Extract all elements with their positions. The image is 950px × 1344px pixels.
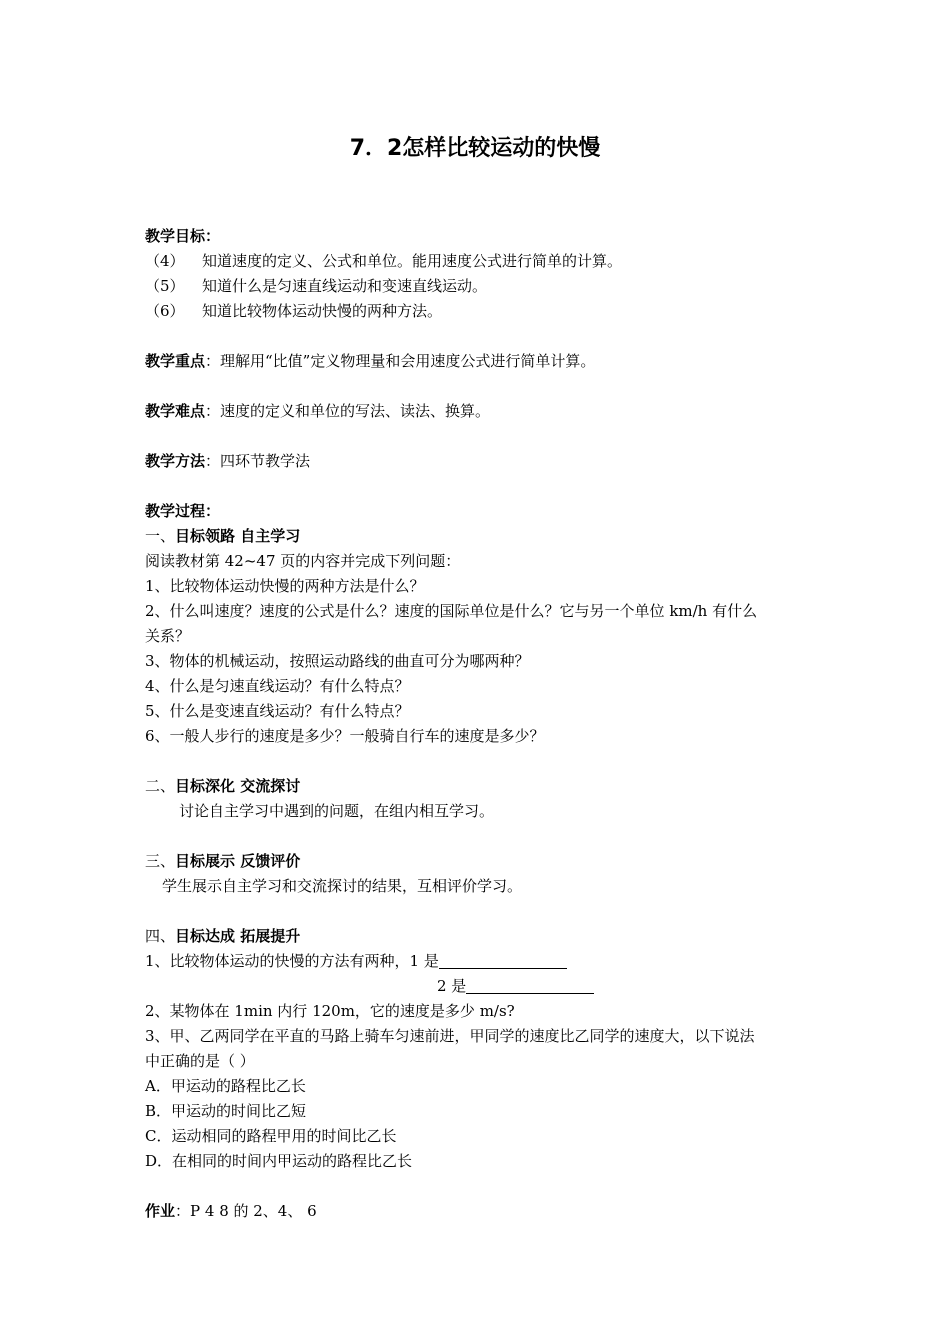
section-title: 目标达成 拓展提升 [175,927,301,945]
section-2-heading [145,774,825,799]
difficulty-text: ：速度的定义和单位的写法、读法、换算。 [205,402,491,420]
section-1-question-6: 6、一般人步行的速度是多少？一般骑自行车的速度是多少？ [145,727,545,745]
section-3-heading [145,849,825,874]
objectives-heading: 教学目标： [145,227,221,245]
objective-text: 知道速度的定义、公式和单位。能用速度公式进行简单的计算。 [202,252,623,270]
method-text: ：四环节教学法 [205,452,311,470]
option-a: A．甲运动的路程比乙长 [145,1077,306,1095]
section-1-question-5: 5、什么是变速直线运动？有什么特点？ [145,702,410,720]
key-point-line [145,349,825,374]
method-label: 教学方法 [145,452,206,470]
answer-blank-1 [439,952,567,969]
section-1-intro: 阅读教材第 42~47 页的内容并完成下列问题： [145,552,461,570]
section-1-question-2: 2、什么叫速度？速度的公式是什么？速度的国际单位是什么？它与另一个单位 km/h 有什么 [145,602,758,620]
section-prefix: 四、 [145,927,176,945]
section-prefix: 三、 [145,852,176,870]
difficulty-line [145,399,825,424]
option-b: B．甲运动的时间比乙短 [145,1102,307,1120]
section-1-question-2-cont: 关系？ [145,627,191,645]
process-heading: 教学过程： [145,502,221,520]
question-text: 1、比较物体运动的快慢的方法有两种，1 是 [145,952,439,970]
section-title: 目标深化 交流探讨 [175,777,301,795]
option-c: C．运动相同的路程甲用的时间比乙长 [145,1127,397,1145]
section-prefix: 二、 [145,777,176,795]
section-1-question-1: 1、比较物体运动快慢的两种方法是什么？ [145,577,425,595]
section-4-question-1 [145,949,825,974]
objective-text: 知道什么是匀速直线运动和变速直线运动。 [202,277,488,295]
homework-text: ：P 4 8 的 2、4、 6 [175,1202,317,1220]
objective-item [145,299,825,324]
section-4-question-1-part-2 [437,974,737,999]
section-4-question-2: 2、某物体在 1min 内行 120m，它的速度是多少 m/s? [145,1002,515,1020]
difficulty-label: 教学难点 [145,402,206,420]
question-text: 2 是 [437,977,467,995]
section-1-heading [145,524,825,549]
section-4-question-3: 3、甲、乙两同学在平直的马路上骑车匀速前进，甲同学的速度比乙同学的速度大，以下说法 [145,1027,755,1045]
objective-item [145,274,825,299]
homework-line [145,1199,825,1224]
objective-number: （5） [145,277,185,295]
option-d: D．在相同的时间内甲运动的路程比乙长 [145,1152,413,1170]
page-title: 7．2怎样比较运动的快慢 [349,136,601,161]
key-point-text: ：理解用“比值”定义物理量和会用速度公式进行简单计算。 [205,352,596,370]
method-line [145,449,825,474]
key-point-label: 教学重点 [145,352,206,370]
objective-number: （4） [145,252,185,270]
section-prefix: 一、 [145,527,176,545]
homework-label: 作业 [145,1202,176,1220]
answer-blank-2 [466,977,594,994]
section-title: 目标领路 自主学习 [175,527,301,545]
objective-item [145,249,825,274]
section-title: 目标展示 反馈评价 [175,852,301,870]
section-4-heading [145,924,825,949]
objective-number: （6） [145,302,185,320]
section-3-text: 学生展示自主学习和交流探讨的结果，互相评价学习。 [162,877,523,895]
section-1-question-4: 4、什么是匀速直线运动？有什么特点？ [145,677,410,695]
section-4-question-3-cont: 中正确的是（ ） [145,1052,255,1070]
section-1-question-3: 3、物体的机械运动，按照运动路线的曲直可分为哪两种？ [145,652,530,670]
objective-text: 知道比较物体运动快慢的两种方法。 [202,302,443,320]
section-2-text: 讨论自主学习中遇到的问题，在组内相互学习。 [179,802,495,820]
